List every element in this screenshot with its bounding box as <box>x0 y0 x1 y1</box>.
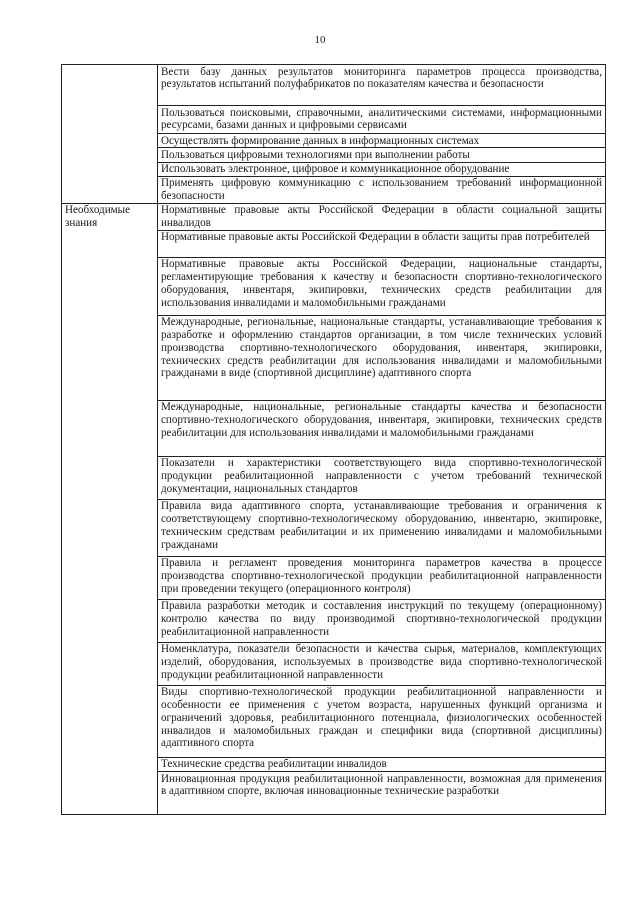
knowledge-item: Нормативные правовые акты Российской Федерации в области защиты прав потребителей <box>161 231 590 244</box>
table-cell <box>158 499 606 556</box>
table-cell <box>158 148 606 162</box>
table-cell <box>158 106 606 134</box>
table-cell <box>158 685 606 757</box>
table-cell <box>158 315 606 400</box>
skill-item: Осуществлять формирование данных в информационных системах <box>161 134 480 147</box>
knowledge-item: Инновационная продукция реабилитационной направленности, возможная для применения в адаптивном спорте, включая инновационные технические разработки <box>161 772 602 798</box>
skill-item: Использовать электронное, цифровое и коммуникационное оборудование <box>161 163 510 175</box>
knowledge-item: Международные, региональные, национальные стандарты, устанавливающие требования к разработке и оформлению стандартов организации, в том числе технических условий производства спортивно-технологического оборудования, инвентаря, экипировки, технических средств реабилитации для использования инвалидами и маломобильными гражданами в виде (спортивной дисциплине) адаптивного спорта <box>161 316 602 380</box>
knowledge-item: Правила и регламент проведения мониторинга параметров качества в процессе производства спортивно-технологической продукции реабилитационной направленности при проведении текущего (операционного контроля) <box>161 557 602 595</box>
skill-item: Вести базу данных результатов мониторинга параметров процесса производства, результатов испытаний полуфабрикатов по показателям качества и безопасности <box>161 65 602 91</box>
table-cell <box>158 134 606 148</box>
table-cell <box>158 176 606 203</box>
table-cell <box>158 642 606 685</box>
knowledge-item: Правила разработки методик и составления инструкций по текущему (операционному) контролю качества по виду производимой спортивно-технологической продукции реабилитационной направленности <box>161 600 602 638</box>
table-cell <box>158 65 606 106</box>
table-cell <box>158 599 606 642</box>
requirements-table <box>61 64 606 815</box>
knowledge-item: Номенклатура, показатели безопасности и качества сырья, материалов, комплектующих изделий, оборудования, используемых в производстве вида спортивно-технологической продукции реабилитационной направленности <box>161 643 602 681</box>
knowledge-item: Показатели и характеристики соответствующего вида спортивно-технологической продукции реабилитационной направленности с учетом требований технической документации, национальных стандартов <box>161 457 602 495</box>
knowledge-item: Международные, национальные, региональные стандарты качества и безопасности спортивно-технологического оборудования, инвентаря, экипировки, технических средств реабилитации для использования инвалидами и маломобильными гражданами <box>161 401 602 439</box>
table-cell <box>158 162 606 176</box>
skill-item: Пользоваться цифровыми технологиями при выполнении работы <box>161 148 470 161</box>
table-row <box>62 203 606 230</box>
knowledge-label-cell: Необходимые знания <box>62 203 158 814</box>
table-cell <box>158 772 606 815</box>
knowledge-item: Нормативные правовые акты Российской Федерации, национальные стандарты, регламентирующие требования к качеству и безопасности спортивно-технологического оборудования, инвентаря, экипировки, технических средств реабилитации для использования инвалидами и маломобильными гражданами <box>161 258 602 309</box>
table-cell <box>158 400 606 456</box>
skill-item: Применять цифровую коммуникацию с использованием требований информационной безопасности <box>161 177 602 202</box>
table-cell <box>158 456 606 499</box>
skill-item: Пользоваться поисковыми, справочными, аналитическими системами, информационными ресурсами, базами данных и цифровыми сервисами <box>161 106 602 132</box>
knowledge-item: Правила вида адаптивного спорта, устанавливающие требования и ограничения к соответствующему спортивно-технологическому оборудованию, инвентарю, экипировке, техническим средствам реабилитации и их применению инвалидами и маломобильными гражданами <box>161 500 602 551</box>
table-cell <box>158 230 606 257</box>
table-row <box>62 65 606 106</box>
knowledge-item: Нормативные правовые акты Российской Федерации в области социальной защиты инвалидов <box>161 204 602 229</box>
skills-label-cell <box>62 65 158 204</box>
table-cell <box>158 757 606 771</box>
table-cell <box>158 556 606 599</box>
table-cell <box>158 257 606 315</box>
knowledge-item: Технические средства реабилитации инвалидов <box>161 758 387 771</box>
page-number: 10 <box>314 34 326 46</box>
table-cell <box>158 203 606 230</box>
knowledge-item: Виды спортивно-технологической продукции реабилитационной направленности и особенности ее применения с учетом возраста, нарушенных функций организма и ограничений здоровья, реабилитационного потенциала, физиологических особенностей инвалидов и маломобильных граждан и специфики вида (спортивной дисциплины) адаптивного спорта <box>161 686 602 750</box>
